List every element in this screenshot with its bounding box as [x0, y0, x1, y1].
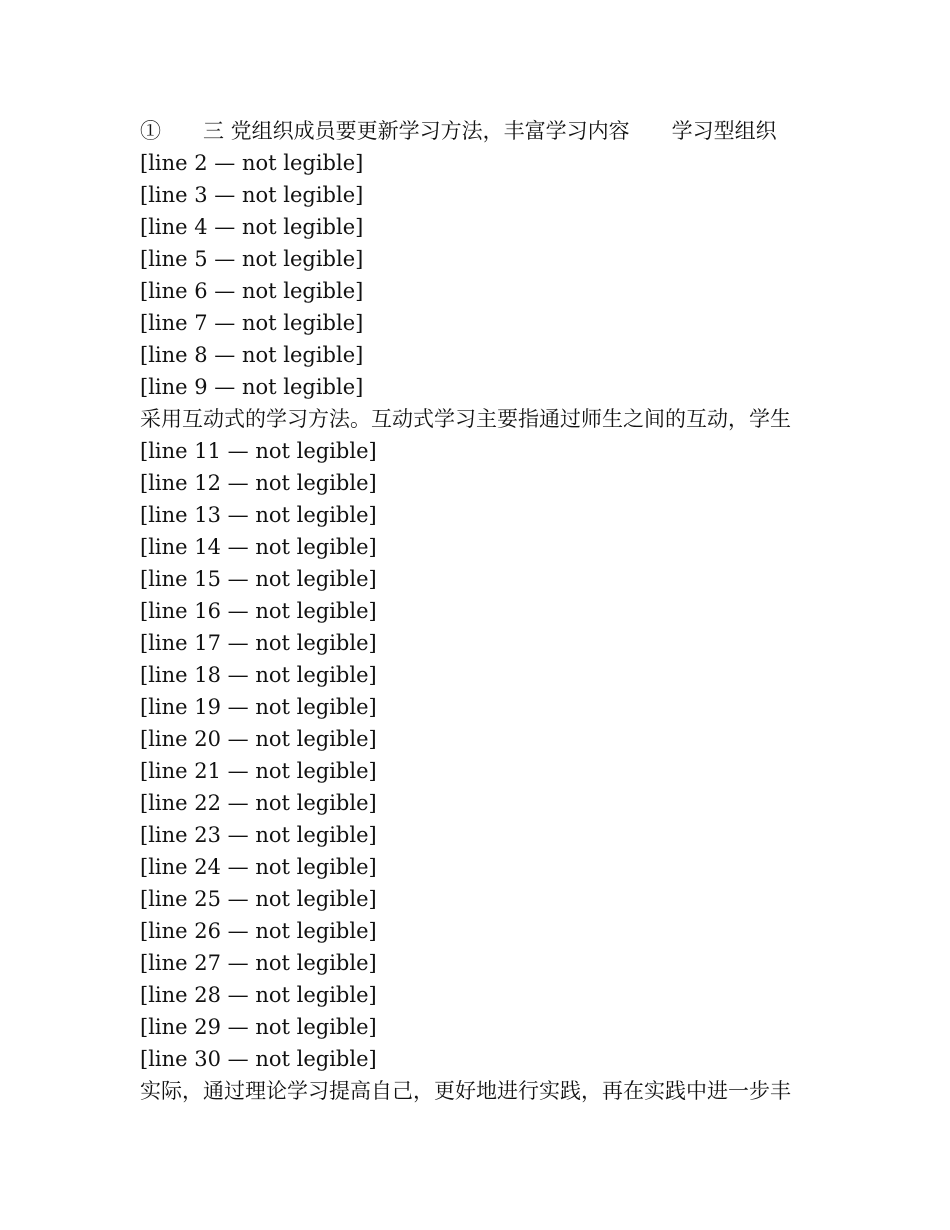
text-line: [line 4 — not legible]: [140, 215, 364, 239]
text-line: [line 28 — not legible]: [140, 983, 377, 1007]
text-line: [line 18 — not legible]: [140, 663, 377, 687]
text-line: [line 23 — not legible]: [140, 823, 377, 847]
body-text: [140, 115, 812, 1107]
text-line: [line 21 — not legible]: [140, 759, 377, 783]
text-line: [line 8 — not legible]: [140, 343, 364, 367]
text-line: 实际，通过理论学习提高自己，更好地进行实践，再在实践中进一步丰: [140, 1079, 791, 1103]
text-line: [line 13 — not legible]: [140, 503, 377, 527]
text-line: [line 9 — not legible]: [140, 375, 364, 399]
text-line: [line 7 — not legible]: [140, 311, 364, 335]
text-line: [line 11 — not legible]: [140, 439, 377, 463]
text-line: [line 5 — not legible]: [140, 247, 364, 271]
text-line: [line 20 — not legible]: [140, 727, 377, 751]
text-line: [line 3 — not legible]: [140, 183, 364, 207]
text-line: [line 24 — not legible]: [140, 855, 377, 879]
text-line: [line 15 — not legible]: [140, 567, 377, 591]
text-line: [line 19 — not legible]: [140, 695, 377, 719]
text-line: [line 27 — not legible]: [140, 951, 377, 975]
text-line: [line 30 — not legible]: [140, 1047, 377, 1071]
text-line: ① 三 党组织成员要更新学习方法，丰富学习内容 学习型组织: [140, 119, 777, 143]
text-line: [line 26 — not legible]: [140, 919, 377, 943]
text-line: [line 17 — not legible]: [140, 631, 377, 655]
text-line: [line 25 — not legible]: [140, 887, 377, 911]
text-line: [line 22 — not legible]: [140, 791, 377, 815]
text-line: [line 2 — not legible]: [140, 151, 364, 175]
text-line: [line 6 — not legible]: [140, 279, 364, 303]
text-line: [line 12 — not legible]: [140, 471, 377, 495]
text-line: [line 14 — not legible]: [140, 535, 377, 559]
text-line: [line 16 — not legible]: [140, 599, 377, 623]
text-line: 采用互动式的学习方法。互动式学习主要指通过师生之间的互动，学生: [140, 407, 791, 431]
text-line: [line 29 — not legible]: [140, 1015, 377, 1039]
